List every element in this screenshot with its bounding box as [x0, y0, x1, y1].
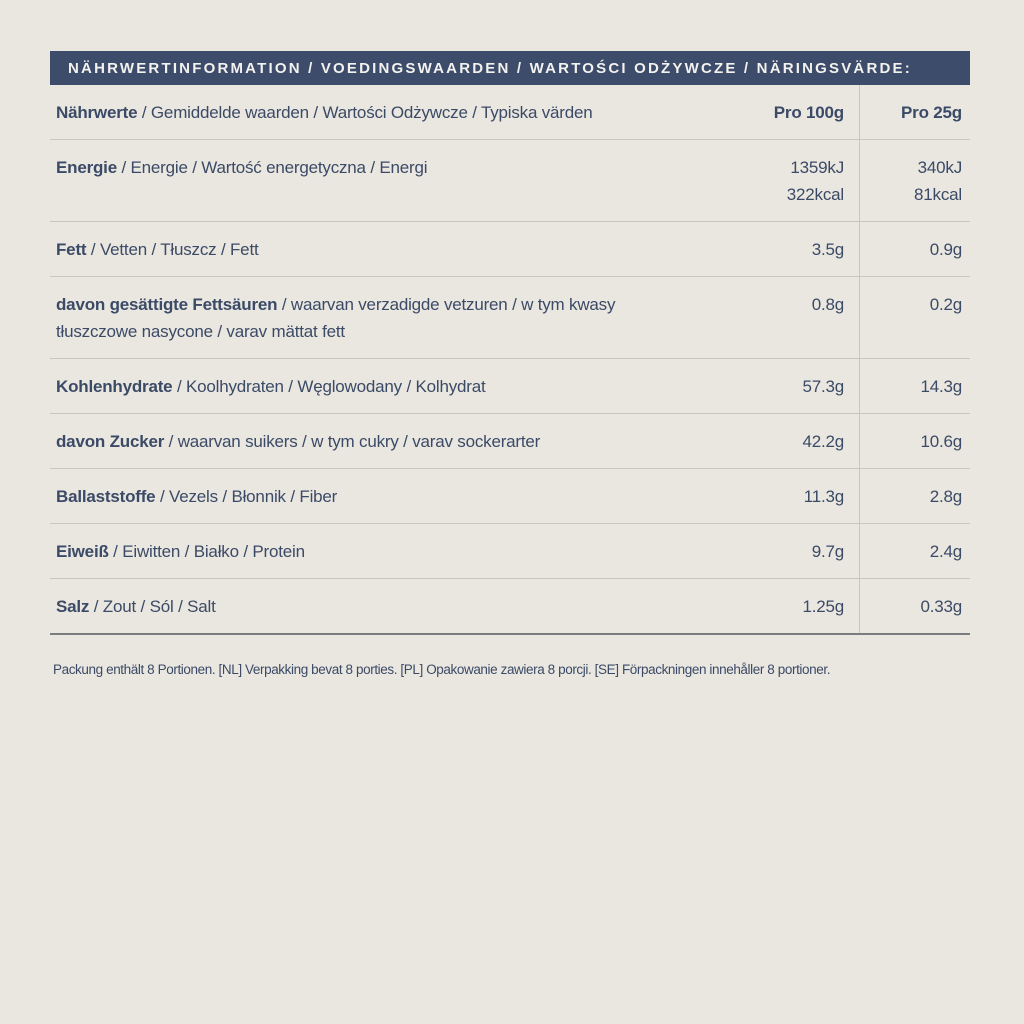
value-line: 10.6g [920, 432, 962, 451]
row-label-rest: / waarvan verzadigde vetzuren / w tym kwasy tłuszczowe nasycone / varav mättat fett [56, 295, 616, 341]
row-per100-cell [710, 414, 860, 468]
row-per100-cell [710, 359, 860, 413]
title-bar [50, 51, 970, 85]
row-label-cell [50, 579, 710, 633]
row-per25-cell [860, 414, 970, 468]
value-line: 9.7g [811, 542, 844, 561]
header-col-per100: Pro 100g [710, 85, 860, 139]
row-per25-cell [860, 222, 970, 276]
row-per100-cell [710, 469, 860, 523]
row-label-bold: Eiweiß [56, 542, 109, 561]
header-col-per25: Pro 25g [901, 103, 962, 122]
row-label-cell [50, 140, 710, 221]
row-label-rest: / Vetten / Tłuszcz / Fett [86, 240, 259, 259]
table-row [50, 359, 970, 414]
row-label-bold: Salz [56, 597, 90, 616]
row-label-bold: Energie [56, 158, 117, 177]
value-line: 340kJ [917, 158, 962, 177]
value-line: 1.25g [802, 597, 844, 616]
row-label-rest: / Eiwitten / Białko / Protein [108, 542, 305, 561]
row-per25-cell [860, 469, 970, 523]
table-row [50, 579, 970, 633]
title-bar-text: NÄHRWERTINFORMATION / VOEDINGSWAARDEN / WARTOŚCI ODŻYWCZE / NÄRINGSVÄRDE: [68, 59, 912, 77]
row-label-cell [50, 222, 710, 276]
row-label-cell [50, 524, 710, 578]
row-per25-cell [860, 277, 970, 358]
nutrition-table [50, 85, 970, 635]
table-header-row [50, 85, 970, 140]
row-label-cell [50, 469, 710, 523]
value-line: 42.2g [802, 432, 844, 451]
value-line: 0.9g [929, 240, 962, 259]
value-line: 3.5g [811, 240, 844, 259]
header-label-rest: / Gemiddelde waarden / Wartości Odżywcze / Typiska värden [137, 103, 593, 122]
table-row [50, 222, 970, 277]
table-row [50, 469, 970, 524]
servings-note: Packung enthält 8 Portionen. [NL] Verpakking bevat 8 porties. [PL] Opakowanie zawiera 8 porcji. [SE] Förpackningen innehåller 8 portioner. [53, 662, 831, 677]
row-label-rest: / Energie / Wartość energetyczna / Energi [116, 158, 428, 177]
table-row [50, 140, 970, 222]
value-line: 57.3g [802, 377, 844, 396]
row-label-rest: / waarvan suikers / w tym cukry / varav sockerarter [164, 432, 541, 451]
table-row [50, 414, 970, 469]
row-label-bold: Fett [56, 240, 87, 259]
value-line: 2.8g [929, 487, 962, 506]
row-label-rest: / Vezels / Błonnik / Fiber [155, 487, 338, 506]
value-line: 14.3g [920, 377, 962, 396]
row-per100-cell [710, 579, 860, 633]
header-label-cell [50, 85, 710, 139]
row-label-cell [50, 414, 710, 468]
row-per100-cell [710, 524, 860, 578]
value-line: 0.33g [920, 597, 962, 616]
table-row [50, 277, 970, 359]
row-per25-cell [860, 359, 970, 413]
row-per25-cell [860, 140, 970, 221]
value-line: 11.3g [803, 487, 844, 506]
row-label-bold: Kohlenhydrate [56, 377, 173, 396]
row-label-cell [50, 277, 710, 358]
value-line: 322kcal [786, 185, 844, 204]
row-label-bold: davon Zucker [56, 432, 165, 451]
table-row [50, 524, 970, 579]
row-per25-cell [860, 524, 970, 578]
row-per100-cell [710, 140, 860, 221]
row-per100-cell [710, 222, 860, 276]
value-line: 2.4g [929, 542, 962, 561]
row-label-cell [50, 359, 710, 413]
value-line: 0.2g [929, 295, 962, 314]
value-line: 0.8g [811, 295, 844, 314]
header-label-bold: Nährwerte [56, 103, 138, 122]
row-label-rest: / Zout / Sól / Salt [89, 597, 216, 616]
row-label-bold: Ballaststoffe [56, 487, 156, 506]
row-per100-cell [710, 277, 860, 358]
value-line: 1359kJ [790, 158, 844, 177]
value-line: 81kcal [914, 185, 962, 204]
row-per25-cell [860, 579, 970, 633]
nutrition-label [50, 51, 970, 679]
row-label-bold: davon gesättigte Fettsäuren [56, 295, 278, 314]
row-label-rest: / Koolhydraten / Węglowodany / Kolhydrat [172, 377, 486, 396]
